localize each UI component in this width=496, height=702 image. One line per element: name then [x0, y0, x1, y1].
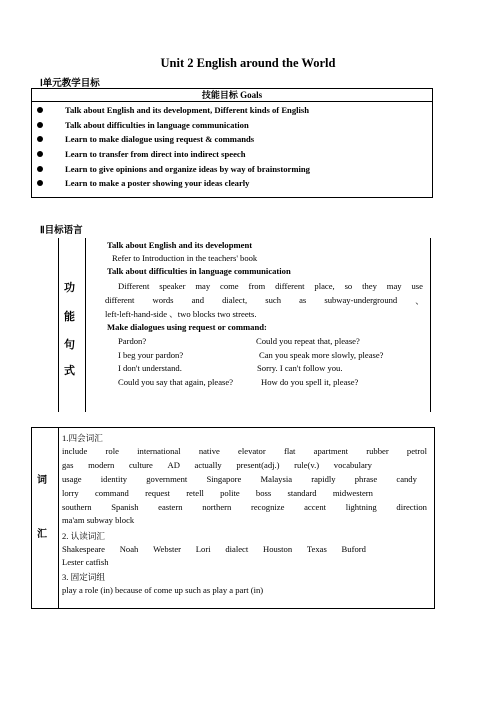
dialogue-left: I beg your pardon?	[118, 350, 184, 360]
vocab-line: gas modern culture AD actually present(adj.) rule(v.) vocabulary	[62, 460, 372, 470]
vocab-line: include role international native elevator flat apartment rubber petrol	[62, 446, 427, 456]
dialogue-right: Can you speak more slowly, please?	[259, 350, 384, 360]
side-label-char: 汇	[37, 529, 47, 540]
dialogue-left: I don't understand.	[118, 363, 182, 373]
vocab-line: Shakespeare Noah Webster Lori dialect Houston Texas Buford	[62, 544, 366, 554]
vocab-heading-3: 3. 固定词组	[62, 572, 105, 582]
goal-item: Learn to give opinions and organize ideas by way of brainstorming	[32, 161, 432, 176]
bullet-icon	[37, 180, 43, 186]
goal-item: Learn to make dialogue using request & commands	[32, 132, 432, 147]
vocab-line: Lester catfish	[62, 557, 109, 567]
goal-item: Learn to make a poster showing your ideas clearly	[32, 176, 432, 191]
page-title: Unit 2 English around the World	[160, 56, 336, 70]
side-label-char: 式	[64, 365, 75, 377]
heading-difficulties: Talk about difficulties in language communication	[107, 266, 291, 276]
refer-note: Refer to Introduction in the teachers' book	[112, 253, 258, 263]
vocab-heading-1: 1.四会词汇	[62, 433, 103, 443]
heading-dialogues: Make dialogues using request or command:	[107, 322, 267, 332]
vocab-line: southern Spanish eastern northern recognize accent lightning direction	[62, 502, 427, 512]
vocab-line: ma'am subway block	[62, 515, 135, 525]
dialogue-right: Sorry. I can't follow you.	[257, 363, 343, 373]
goals-list	[32, 102, 433, 198]
vocab-heading-2: 2. 认读词汇	[62, 531, 105, 541]
section-heading-goals: Ⅰ单元教学目标	[40, 79, 100, 89]
bullet-icon	[37, 107, 43, 113]
function-sentences-box	[58, 238, 431, 412]
paragraph-line: different words and dialect, such as subway-underground 、	[105, 295, 424, 306]
dialogue-left: Pardon?	[118, 336, 147, 346]
vocab-line: play a role (in) because of come up such as play a part (in)	[62, 585, 264, 595]
bullet-icon	[37, 151, 43, 157]
section-heading-language: Ⅱ目标语言	[40, 226, 83, 236]
vocab-line: usage identity government Singapore Malaysia rapidly phrase candy	[62, 474, 417, 484]
side-label-char: 功	[64, 282, 75, 294]
bullet-icon	[37, 166, 43, 172]
goal-item: Talk about difficulties in language communication	[32, 118, 432, 133]
goal-item: Learn to transfer from direct into indirect speech	[32, 147, 432, 162]
column-divider	[58, 428, 59, 608]
bullet-icon	[37, 122, 43, 128]
goal-item: Talk about English and its development, Different kinds of English	[32, 103, 432, 118]
dialogue-right: Could you repeat that, please?	[256, 336, 360, 346]
vocab-line: lorry command request retell polite boss standard midwestern	[62, 488, 373, 498]
side-label-char: 能	[64, 311, 75, 323]
goals-table	[31, 88, 433, 198]
side-label-char: 词	[37, 475, 47, 486]
heading-development: Talk about English and its development	[107, 240, 253, 250]
vocabulary-box	[31, 427, 435, 609]
bullet-icon	[37, 136, 43, 142]
dialogue-right: How do you spell it, please?	[261, 377, 359, 387]
goals-header: 技能目标 Goals	[201, 90, 263, 100]
paragraph-line: Different speaker may come from different place, so they may use	[118, 281, 423, 291]
column-divider	[85, 238, 86, 412]
side-label-char: 句	[64, 339, 75, 351]
dialogue-left: Could you say that again, please?	[118, 377, 234, 387]
paragraph-line: left-left-hand-side 、two blocks two streets.	[105, 309, 257, 319]
